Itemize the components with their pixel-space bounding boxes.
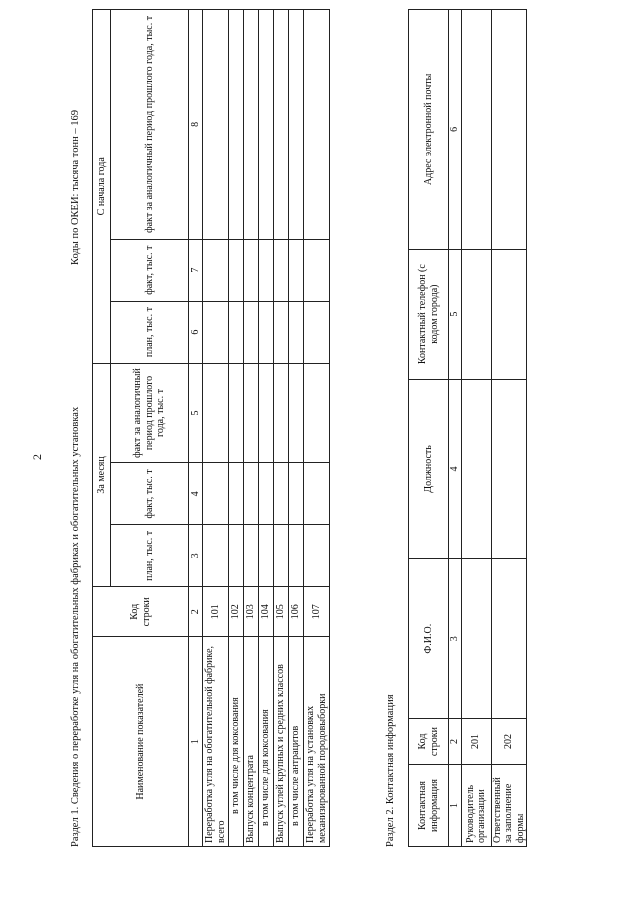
input-cell[interactable] <box>259 239 274 301</box>
input-cell[interactable] <box>274 463 289 525</box>
header-phone: Контактный телефон (с кодом города) <box>409 249 449 379</box>
row-code: 102 <box>229 587 244 637</box>
input-cell[interactable] <box>244 463 259 525</box>
col-num: 1 <box>189 637 203 847</box>
input-cell[interactable] <box>304 525 330 587</box>
input-cell[interactable] <box>274 239 289 301</box>
input-cell[interactable] <box>203 10 229 240</box>
input-cell[interactable] <box>203 239 229 301</box>
input-cell[interactable] <box>461 249 491 379</box>
row-code: 103 <box>244 587 259 637</box>
header-fio: Ф.И.О. <box>409 559 449 719</box>
col-num: 6 <box>449 10 462 250</box>
input-cell[interactable] <box>259 525 274 587</box>
input-cell[interactable] <box>304 239 330 301</box>
input-cell[interactable] <box>203 525 229 587</box>
col-num: 5 <box>189 363 203 463</box>
input-cell[interactable] <box>491 249 527 379</box>
col-num: 7 <box>189 239 203 301</box>
row-code: 104 <box>259 587 274 637</box>
section2-title: Раздел 2. Контактная информация <box>385 694 396 847</box>
input-cell[interactable] <box>274 363 289 463</box>
input-cell[interactable] <box>244 239 259 301</box>
table-row <box>491 10 527 847</box>
header-fact-ytd: факт, тыс. т <box>111 239 189 301</box>
col-num: 1 <box>449 765 462 847</box>
table-row <box>229 10 244 847</box>
col-num: 8 <box>189 10 203 240</box>
input-cell[interactable] <box>244 363 259 463</box>
input-cell[interactable] <box>289 10 304 240</box>
row-name: в том числе антрацитов <box>289 637 304 847</box>
row-code: 107 <box>304 587 330 637</box>
header-row-code: Код строки <box>409 719 449 765</box>
input-cell[interactable] <box>259 363 274 463</box>
column-number-row <box>449 10 462 847</box>
input-cell[interactable] <box>274 10 289 240</box>
header-plan: план, тыс. т <box>111 525 189 587</box>
row-code: 106 <box>289 587 304 637</box>
col-num: 4 <box>449 379 462 559</box>
col-num: 2 <box>189 587 203 637</box>
input-cell[interactable] <box>203 463 229 525</box>
input-cell[interactable] <box>259 10 274 240</box>
row-code: 105 <box>274 587 289 637</box>
table-row <box>461 10 491 847</box>
row-name: Ответственный за заполнение формы <box>491 765 527 847</box>
row-name: Выпуск углей крупных и средних классов <box>274 637 289 847</box>
col-num: 4 <box>189 463 203 525</box>
table-row <box>274 10 289 847</box>
input-cell[interactable] <box>229 10 244 240</box>
input-cell[interactable] <box>304 301 330 363</box>
table-row <box>244 10 259 847</box>
row-code: 202 <box>491 719 527 765</box>
input-cell[interactable] <box>461 379 491 559</box>
header-fact: факт, тыс. т <box>111 463 189 525</box>
table-row <box>259 10 274 847</box>
col-num: 5 <box>449 249 462 379</box>
input-cell[interactable] <box>244 525 259 587</box>
input-cell[interactable] <box>244 301 259 363</box>
header-indicator-name: Наименование показателей <box>93 637 189 847</box>
input-cell[interactable] <box>289 301 304 363</box>
input-cell[interactable] <box>491 379 527 559</box>
row-name: Переработка угля на обогатительной фабрике, всего <box>203 637 229 847</box>
input-cell[interactable] <box>289 239 304 301</box>
input-cell[interactable] <box>229 239 244 301</box>
input-cell[interactable] <box>229 525 244 587</box>
section1-title: Раздел 1. Сведения о переработке угля на обогатительных фабриках и обогатительных установках <box>70 406 81 847</box>
header-contact-info: Контактная информация <box>409 765 449 847</box>
row-name: Выпуск концентрата <box>244 637 259 847</box>
input-cell[interactable] <box>229 301 244 363</box>
header-ytd: С начала года <box>93 10 111 364</box>
input-cell[interactable] <box>274 301 289 363</box>
input-cell[interactable] <box>289 363 304 463</box>
header-fact-prev-ytd: факт за аналогичный период прошлого года, тыс. т <box>111 10 189 240</box>
input-cell[interactable] <box>259 463 274 525</box>
input-cell[interactable] <box>289 525 304 587</box>
row-code: 101 <box>203 587 229 637</box>
input-cell[interactable] <box>304 463 330 525</box>
col-num: 3 <box>449 559 462 719</box>
input-cell[interactable] <box>289 463 304 525</box>
input-cell[interactable] <box>461 559 491 719</box>
input-cell[interactable] <box>274 525 289 587</box>
table-row <box>304 10 330 847</box>
input-cell[interactable] <box>259 301 274 363</box>
header-plan-ytd: план, тыс. т <box>111 301 189 363</box>
input-cell[interactable] <box>491 559 527 719</box>
header-email: Адрес электронной почты <box>409 10 449 250</box>
col-num: 6 <box>189 301 203 363</box>
input-cell[interactable] <box>304 10 330 240</box>
section1-table <box>92 9 330 847</box>
col-num: 2 <box>449 719 462 765</box>
input-cell[interactable] <box>304 363 330 463</box>
input-cell[interactable] <box>203 363 229 463</box>
row-code: 201 <box>461 719 491 765</box>
column-number-row <box>189 10 203 847</box>
col-num: 3 <box>189 525 203 587</box>
input-cell[interactable] <box>244 10 259 240</box>
header-month: За месяц <box>93 363 111 587</box>
input-cell[interactable] <box>203 301 229 363</box>
input-cell[interactable] <box>491 10 527 250</box>
table-row <box>289 10 304 847</box>
okei-codes: Коды по ОКЕИ: тысяча тонн – 169 <box>70 110 81 265</box>
row-name: в том числе для коксования <box>229 637 244 847</box>
page-number: 2 <box>30 454 44 460</box>
row-name: Переработка угля на установках механизированной породовыборки <box>304 637 330 847</box>
table-row <box>203 10 229 847</box>
row-name: Руководитель организации <box>461 765 491 847</box>
header-fact-prev: факт за аналогичный период прошлого года, тыс. т <box>111 363 189 463</box>
section2-table <box>408 9 527 847</box>
header-row-code: Код строки <box>93 587 189 637</box>
input-cell[interactable] <box>229 363 244 463</box>
row-name: в том числе для коксования <box>259 637 274 847</box>
input-cell[interactable] <box>461 10 491 250</box>
input-cell[interactable] <box>229 463 244 525</box>
header-position: Должность <box>409 379 449 559</box>
